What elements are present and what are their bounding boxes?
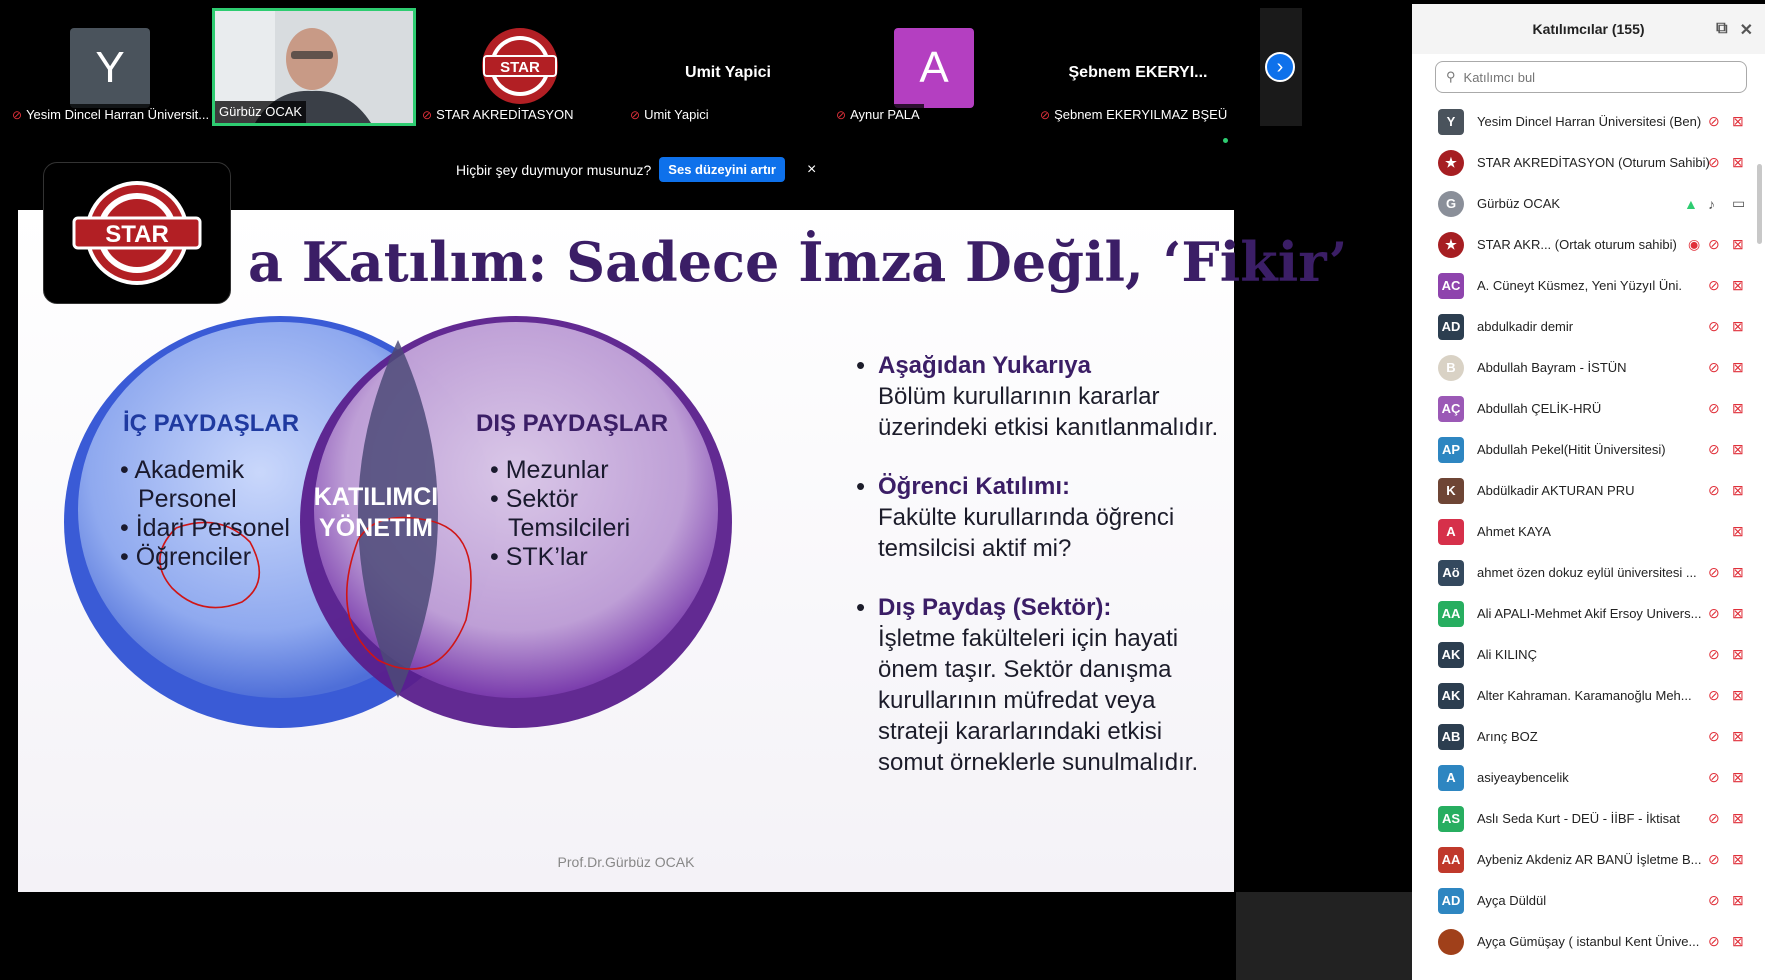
mic-muted-icon[interactable]: ⊘: [1708, 482, 1720, 498]
mic-muted-icon[interactable]: ⊘: [1708, 113, 1720, 129]
participant-row[interactable]: [1412, 839, 1765, 880]
participant-list: [1412, 101, 1765, 962]
increase-volume-button[interactable]: Ses düzeyini artır: [659, 157, 785, 182]
avatar: G: [1438, 191, 1464, 217]
participant-row[interactable]: [1412, 716, 1765, 757]
avatar: Aö: [1438, 560, 1464, 586]
mic-muted-icon[interactable]: ⊘: [1708, 810, 1720, 826]
tile-name-label: [418, 104, 578, 126]
camera-icon[interactable]: ▭: [1732, 195, 1746, 211]
participant-name: Aslı Seda Kurt - DEÜ - İİBF - İktisat: [1477, 811, 1680, 826]
mic-muted-icon[interactable]: ⊘: [1708, 564, 1720, 580]
mic-muted-icon[interactable]: ⊘: [1708, 441, 1720, 457]
slide-footer: Prof.Dr.Gürbüz OCAK: [557, 854, 695, 870]
participant-row[interactable]: [1412, 511, 1765, 552]
avatar: AK: [1438, 683, 1464, 709]
participant-name: Alter Kahraman. Karamanoğlu Meh...: [1477, 688, 1692, 703]
camera-off-icon[interactable]: ⊠: [1732, 236, 1744, 252]
svg-text:STAR: STAR: [105, 221, 169, 248]
next-page-button[interactable]: [1260, 8, 1302, 126]
mic-muted-icon[interactable]: ⊘: [1708, 400, 1720, 416]
participant-name: Abdülkadir AKTURAN PRU: [1477, 483, 1635, 498]
outer-list: • Mezunlar • Sektör Temsilcileri • STK’lar: [490, 456, 631, 571]
presentation-slide: [18, 210, 1348, 892]
tile-name-label: [626, 104, 713, 126]
avatar: AA: [1438, 601, 1464, 627]
participant-row[interactable]: [1412, 265, 1765, 306]
svg-text:STAR: STAR: [500, 59, 540, 76]
video-tile[interactable]: [212, 8, 416, 126]
avatar: A: [1438, 765, 1464, 791]
participant-name: Ali APALI-Mehmet Akif Ersoy Univers...: [1477, 606, 1702, 621]
tile-name: Gürbüz OCAK: [219, 104, 303, 119]
tile-name-label: [8, 104, 212, 126]
participant-row[interactable]: [1412, 183, 1765, 224]
mic-muted-icon[interactable]: ⊘: [1708, 769, 1720, 785]
participant-name: Ayça Düldül: [1477, 893, 1547, 908]
camera-off-icon[interactable]: ⊠: [1732, 441, 1744, 457]
star-logo: [44, 163, 230, 303]
video-tile[interactable]: [418, 8, 622, 126]
tile-name-label: [832, 104, 924, 126]
avatar: A: [894, 28, 974, 108]
center-label: KATILIMCI YÖNETİM: [313, 483, 439, 542]
camera-off-icon[interactable]: ⊠: [1732, 400, 1744, 416]
camera-off-icon[interactable]: ⊠: [1732, 154, 1744, 170]
participant-row[interactable]: [1412, 470, 1765, 511]
camera-off-icon[interactable]: ⊠: [1732, 646, 1744, 662]
mic-muted-icon: ⊘: [836, 108, 847, 122]
mic-muted-icon[interactable]: ⊘: [1708, 318, 1720, 334]
participant-row[interactable]: [1412, 306, 1765, 347]
participants-panel: [1412, 4, 1765, 980]
camera-off-icon[interactable]: ⊠: [1732, 728, 1744, 744]
avatar: AS: [1438, 806, 1464, 832]
mic-icon[interactable]: ♪: [1708, 195, 1715, 212]
participant-row[interactable]: [1412, 429, 1765, 470]
bottom-filler: [1236, 892, 1412, 980]
participant-row[interactable]: [1412, 224, 1765, 265]
participant-name: Abdullah Bayram - İSTÜN: [1477, 360, 1627, 375]
participant-name: ahmet özen dokuz eylül üniversitesi ...: [1477, 565, 1697, 580]
avatar: K: [1438, 478, 1464, 504]
participant-row[interactable]: [1412, 347, 1765, 388]
camera-off-icon[interactable]: ⊠: [1732, 359, 1744, 375]
participant-name: Gürbüz OCAK: [1477, 196, 1561, 211]
participant-name: Yesim Dincel Harran Üniversitesi (Ben): [1477, 114, 1702, 129]
mic-muted-icon: ⊘: [422, 108, 433, 122]
inner-title: İÇ PAYDAŞLAR: [123, 410, 300, 437]
tile-name-label: [1036, 104, 1231, 126]
screen-share-icon: ▲: [1684, 195, 1698, 212]
avatar: AC: [1438, 273, 1464, 299]
participant-name: Aybeniz Akdeniz AR BANÜ İşletme B...: [1477, 852, 1702, 867]
participant-name: A. Cüneyt Küsmez, Yeni Yüzyıl Üni.: [1477, 278, 1682, 293]
participant-name-large: Şebnem EKERYI...: [1068, 64, 1208, 81]
avatar: AP: [1438, 437, 1464, 463]
camera-off-icon[interactable]: ⊠: [1732, 482, 1744, 498]
participant-name: Ayça Gümüşay ( istanbul Kent Ünive...: [1477, 934, 1700, 949]
mic-muted-icon[interactable]: ⊘: [1708, 728, 1720, 744]
camera-off-icon[interactable]: ⊠: [1732, 605, 1744, 621]
mic-muted-icon: ⊘: [1040, 108, 1051, 122]
avatar: AD: [1438, 888, 1464, 914]
tile-name-label: [215, 101, 306, 123]
mic-muted-icon[interactable]: ⊘: [1708, 646, 1720, 662]
video-tile[interactable]: [626, 8, 830, 126]
tile-name: Şebnem EKERYILMAZ BŞEÜ: [1054, 107, 1228, 122]
tile-name: Yesim Dincel Harran Üniversit...: [26, 107, 210, 122]
participant-name: STAR AKR... (Ortak oturum sahibi): [1477, 237, 1677, 252]
mic-muted-icon[interactable]: ⊘: [1708, 154, 1720, 170]
camera-off-icon[interactable]: ⊠: [1732, 277, 1744, 293]
camera-off-icon[interactable]: ⊠: [1732, 318, 1744, 334]
avatar: Y: [1438, 109, 1464, 135]
bullet-item: • Öğrenci Katılımı: Fakülte kurullarında öğrenci temsilcisi aktif mi?: [856, 471, 1226, 564]
mic-muted-icon[interactable]: ⊘: [1708, 892, 1720, 908]
bullet-item: • Dış Paydaş (Sektör): İşletme fakülteleri için hayati önem taşır. Sektör danışma kurullarının müfredat veya strateji kararlarındaki etkisi somut örneklerle sunulmalıdır.: [856, 592, 1226, 778]
participant-name-large: Umit Yapici: [685, 64, 771, 81]
recording-icon: ◉: [1688, 236, 1701, 252]
participant-name: STAR AKREDİTASYON (Oturum Sahibi): [1477, 155, 1710, 170]
close-icon[interactable]: ✕: [1739, 22, 1753, 39]
panel-title: Katılımcılar (155): [1532, 21, 1645, 37]
avatar: AÇ: [1438, 396, 1464, 422]
bullet-list: [856, 350, 1226, 806]
slide-title: a Katılım: Sadece İmza Değil, ‘Fikir’: [248, 230, 1348, 294]
search-icon: ⚲: [1446, 69, 1456, 84]
tile-name: STAR AKREDİTASYON: [436, 107, 574, 122]
tile-name: Umit Yapici: [644, 107, 709, 122]
audio-notice: [456, 157, 816, 182]
avatar: ★: [1438, 150, 1464, 176]
camera-off-icon[interactable]: ⊠: [1732, 769, 1744, 785]
camera-off-icon[interactable]: ⊠: [1732, 687, 1744, 703]
video-tile[interactable]: [8, 8, 212, 126]
video-tile[interactable]: [1036, 8, 1240, 126]
video-tile[interactable]: [832, 8, 1036, 126]
search-input[interactable]: [1462, 69, 1726, 86]
camera-off-icon[interactable]: ⊠: [1732, 851, 1744, 867]
participant-name: abdulkadir demir: [1477, 319, 1574, 334]
camera-off-icon[interactable]: ⊠: [1732, 564, 1744, 580]
avatar: AD: [1438, 314, 1464, 340]
participant-name: Arınç BOZ: [1477, 729, 1538, 744]
avatar: ★: [1438, 232, 1464, 258]
participant-row[interactable]: [1412, 634, 1765, 675]
logo-overlay: [43, 162, 231, 304]
participant-row[interactable]: [1412, 593, 1765, 634]
participant-row[interactable]: [1412, 880, 1765, 921]
close-notice-button[interactable]: ×: [806, 160, 817, 178]
participant-row[interactable]: [1412, 757, 1765, 798]
participant-row[interactable]: [1412, 101, 1765, 142]
participant-search[interactable]: [1435, 61, 1747, 93]
mic-muted-icon: ⊘: [12, 108, 23, 122]
participant-row[interactable]: [1412, 142, 1765, 183]
mic-muted-icon[interactable]: ⊘: [1708, 851, 1720, 867]
participant-name: Ali KILINÇ: [1477, 647, 1537, 662]
avatar: A: [1438, 519, 1464, 545]
outer-title: DIŞ PAYDAŞLAR: [476, 410, 669, 437]
avatar: B: [1438, 355, 1464, 381]
camera-off-icon[interactable]: ⊠: [1732, 810, 1744, 826]
avatar: AA: [1438, 847, 1464, 873]
scrollbar[interactable]: [1757, 164, 1762, 244]
share-status-dot: [1223, 138, 1228, 143]
bullet-item: • Aşağıdan Yukarıya Bölüm kurullarının kararlar üzerindeki etkisi kanıtlanmalıdır.: [856, 350, 1226, 443]
mic-muted-icon[interactable]: ⊘: [1708, 933, 1720, 949]
avatar: Y: [70, 28, 150, 108]
tile-name: Aynur PALA: [850, 107, 920, 122]
avatar: [1438, 929, 1464, 955]
participant-row[interactable]: [1412, 798, 1765, 839]
camera-off-icon[interactable]: ⊠: [1732, 113, 1744, 129]
participant-name: Abdullah ÇELİK-HRÜ: [1477, 401, 1602, 416]
camera-off-icon[interactable]: ⊠: [1732, 933, 1744, 949]
avatar: AB: [1438, 724, 1464, 750]
chevron-right-icon: ›: [1265, 52, 1295, 82]
participant-name: Ahmet KAYA: [1477, 524, 1551, 539]
mic-muted-icon[interactable]: ⊘: [1708, 605, 1720, 621]
mic-muted-icon[interactable]: ⊘: [1708, 687, 1720, 703]
pop-out-icon[interactable]: ⧉: [1716, 20, 1728, 37]
mic-muted-icon[interactable]: ⊘: [1708, 236, 1720, 252]
participant-name: asiyeaybencelik: [1477, 770, 1569, 785]
avatar: AK: [1438, 642, 1464, 668]
inner-list: • Akademik Personel • İdari Personel • Öğrenciler: [120, 456, 290, 571]
camera-off-icon[interactable]: ⊠: [1732, 523, 1744, 539]
participant-name: Abdullah Pekel(Hitit Üniversitesi): [1477, 442, 1666, 457]
mic-muted-icon: ⊘: [630, 108, 641, 122]
audio-notice-text: Hiçbir şey duymuyor musunuz?: [456, 161, 652, 178]
panel-header: [1412, 4, 1765, 54]
mic-muted-icon[interactable]: ⊘: [1708, 359, 1720, 375]
participant-row[interactable]: [1412, 388, 1765, 429]
star-logo-avatar: [480, 26, 560, 106]
participant-row[interactable]: [1412, 675, 1765, 716]
camera-off-icon[interactable]: ⊠: [1732, 892, 1744, 908]
participant-row[interactable]: [1412, 552, 1765, 593]
mic-muted-icon[interactable]: ⊘: [1708, 277, 1720, 293]
participant-row[interactable]: [1412, 921, 1765, 962]
